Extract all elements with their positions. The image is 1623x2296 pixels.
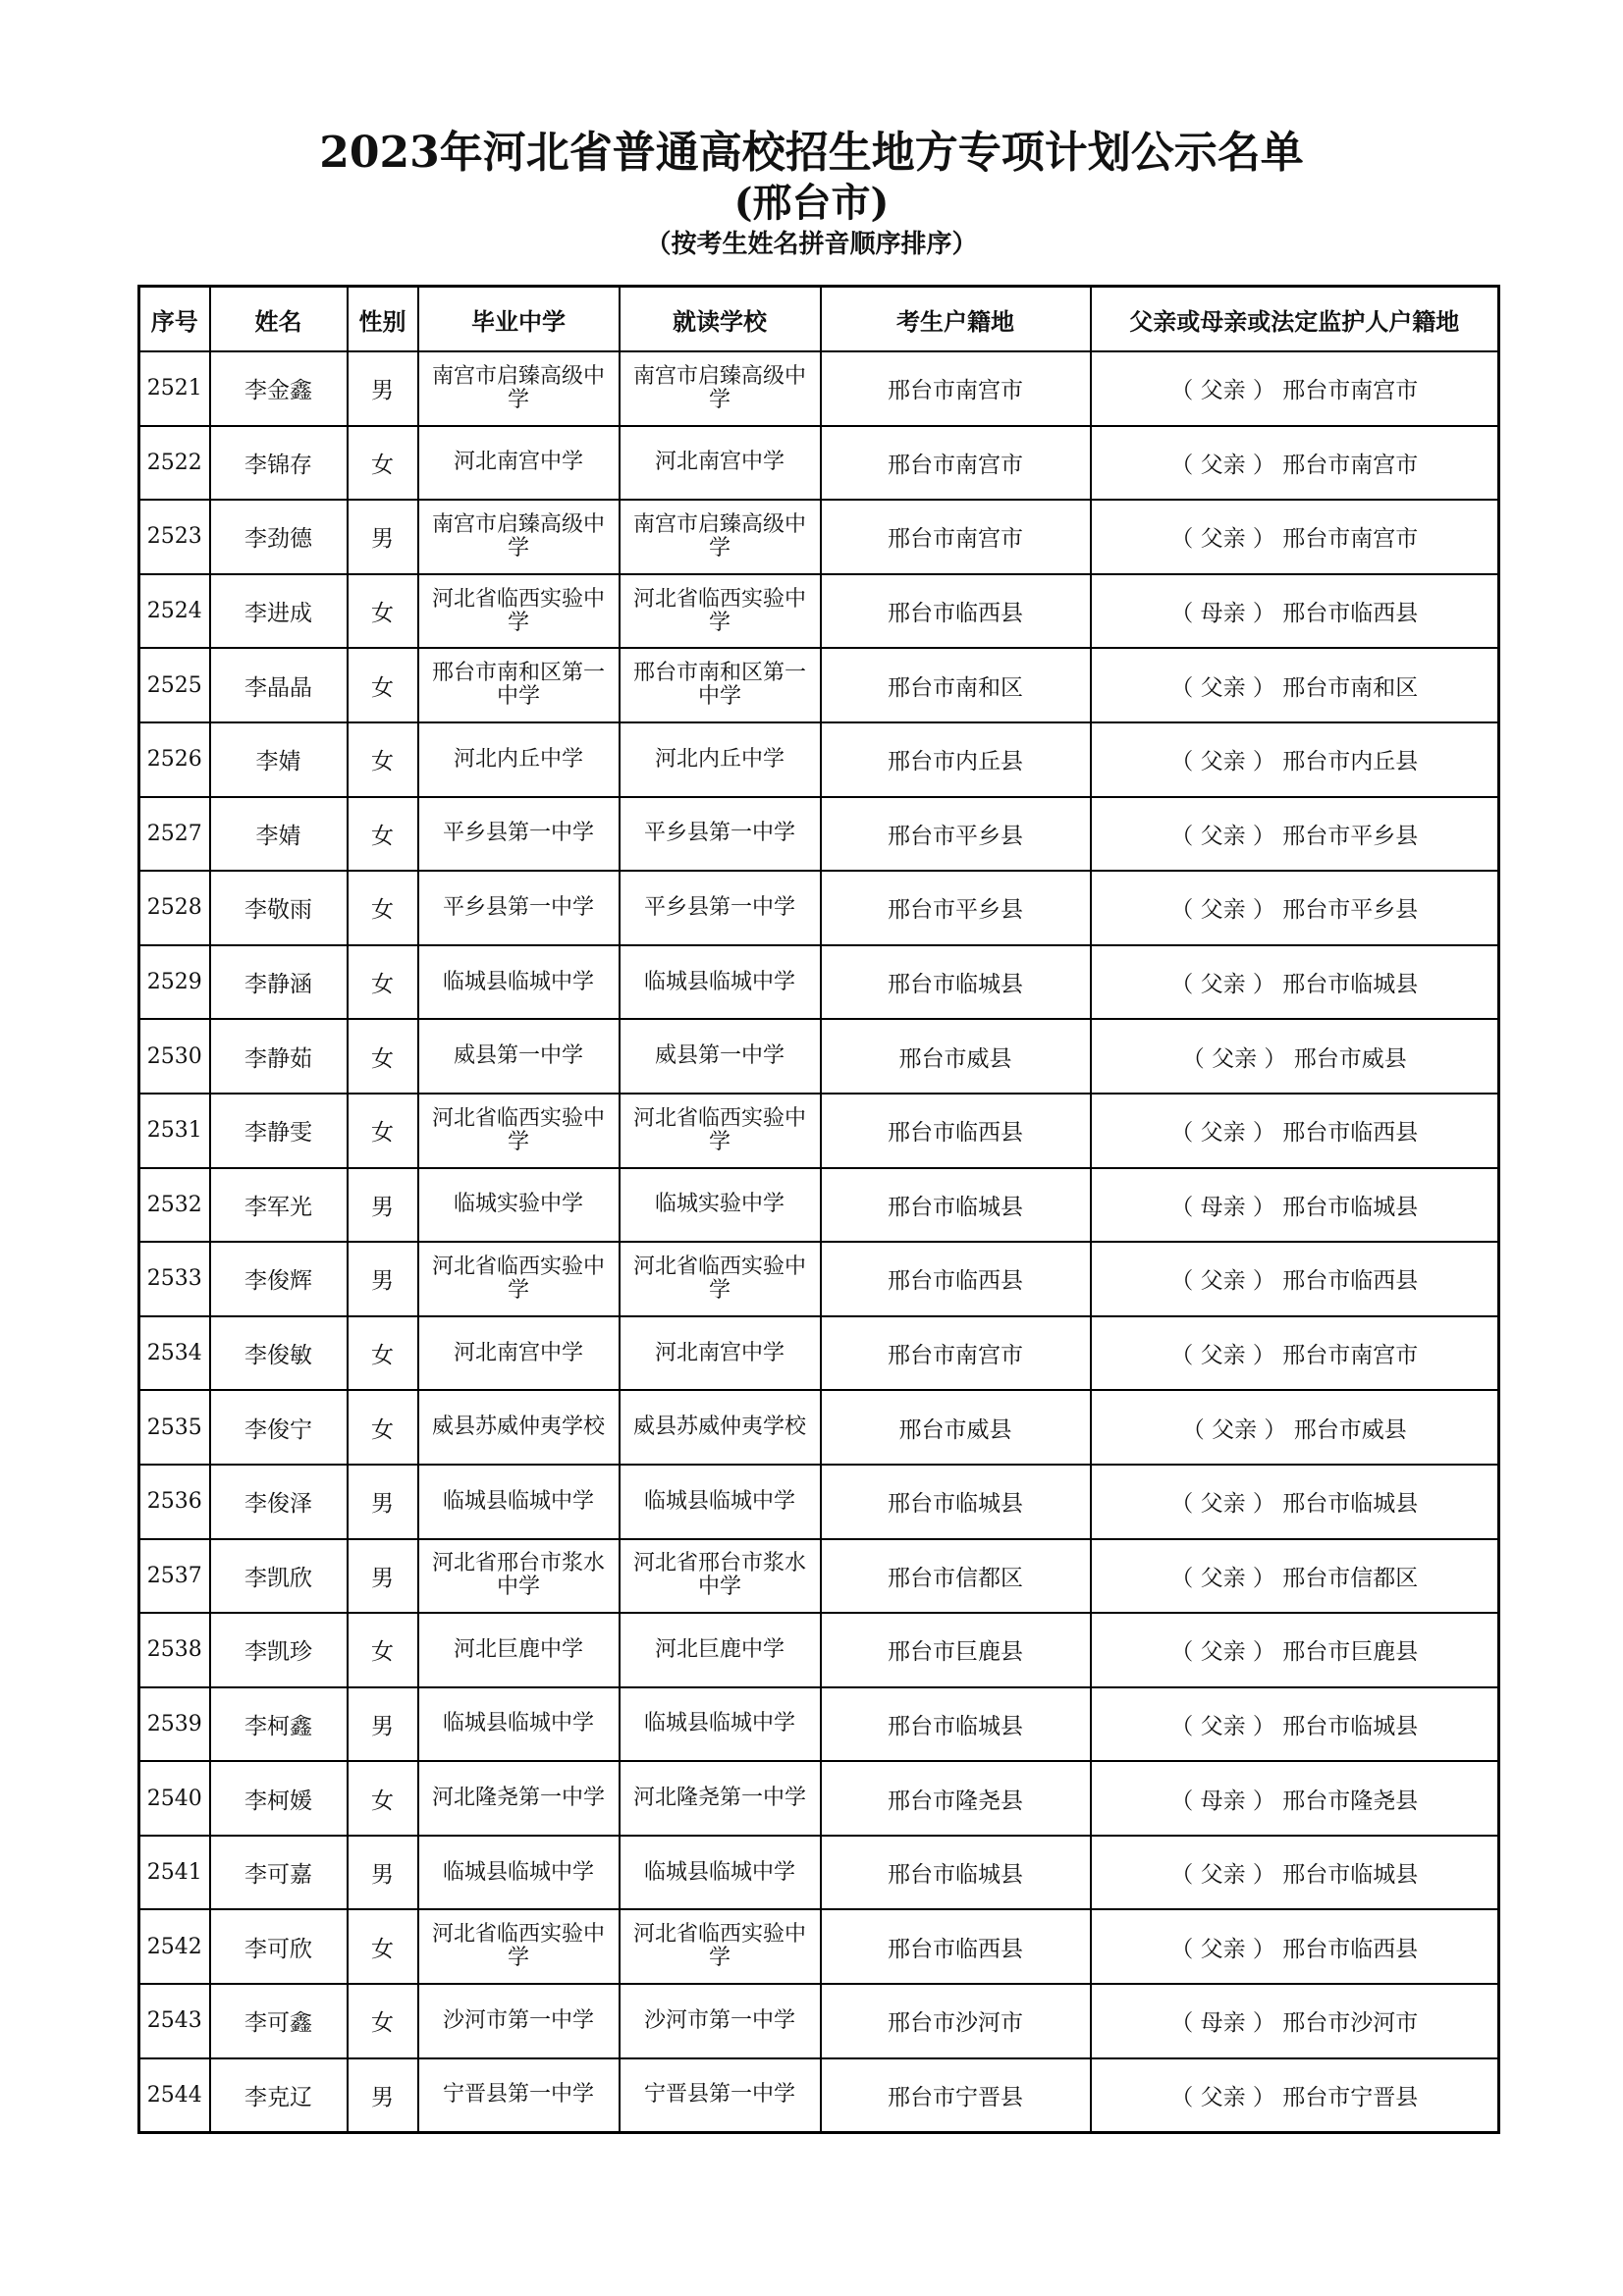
cell-current-school: 临城县临城中学 — [620, 1687, 821, 1762]
cell-gender: 男 — [348, 351, 418, 426]
cell-grad-school: 平乡县第一中学 — [418, 797, 620, 872]
cell-current-school: 临城实验中学 — [620, 1168, 821, 1243]
cell-current-school: 威县苏威仲夷学校 — [620, 1390, 821, 1465]
cell-current-school: 河北省邢台市浆水中学 — [620, 1539, 821, 1614]
cell-name: 李婧 — [210, 797, 348, 872]
cell-current-school: 河北省临西实验中学 — [620, 1094, 821, 1168]
cell-guardian-hukou: （ 父亲 ） 邢台市南宫市 — [1091, 426, 1499, 501]
cell-hukou: 邢台市南宫市 — [821, 1316, 1091, 1391]
cell-name: 李可嘉 — [210, 1836, 348, 1910]
cell-seq: 2532 — [139, 1168, 210, 1243]
cell-current-school: 河北巨鹿中学 — [620, 1613, 821, 1687]
table-row — [139, 1094, 1499, 1168]
cell-grad-school: 沙河市第一中学 — [418, 1984, 620, 2058]
cell-guardian-hukou: （ 父亲 ） 邢台市南宫市 — [1091, 351, 1499, 426]
cell-name: 李婧 — [210, 722, 348, 797]
cell-gender: 男 — [348, 1465, 418, 1539]
cell-gender: 女 — [348, 648, 418, 722]
table-row — [139, 722, 1499, 797]
table-row — [139, 1539, 1499, 1614]
cell-grad-school: 河北省邢台市浆水中学 — [418, 1539, 620, 1614]
cell-current-school: 临城县临城中学 — [620, 1465, 821, 1539]
page-title: 2023年河北省普通高校招生地方专项计划公示名单 — [319, 128, 1304, 178]
cell-gender: 男 — [348, 1242, 418, 1316]
cell-current-school: 河北南宫中学 — [620, 1316, 821, 1391]
cell-guardian-hukou: （ 父亲 ） 邢台市南和区 — [1091, 648, 1499, 722]
cell-name: 李俊宁 — [210, 1390, 348, 1465]
cell-guardian-hukou: （ 父亲 ） 邢台市临城县 — [1091, 1687, 1499, 1762]
cell-name: 李静涵 — [210, 945, 348, 1020]
cell-name: 李可欣 — [210, 1909, 348, 1984]
cell-gender: 女 — [348, 1019, 418, 1094]
cell-grad-school: 南宫市启臻高级中学 — [418, 500, 620, 574]
column-header-gender: 性别 — [348, 287, 418, 352]
cell-hukou: 邢台市临西县 — [821, 1909, 1091, 1984]
cell-current-school: 河北省临西实验中学 — [620, 574, 821, 649]
cell-grad-school: 河北巨鹿中学 — [418, 1613, 620, 1687]
cell-seq: 2526 — [139, 722, 210, 797]
cell-hukou: 邢台市南宫市 — [821, 426, 1091, 501]
cell-name: 李俊辉 — [210, 1242, 348, 1316]
cell-hukou: 邢台市临西县 — [821, 574, 1091, 649]
cell-seq: 2521 — [139, 351, 210, 426]
cell-current-school: 河北省临西实验中学 — [620, 1909, 821, 1984]
table-row — [139, 1168, 1499, 1243]
cell-guardian-hukou: （ 父亲 ） 邢台市威县 — [1091, 1019, 1499, 1094]
table-row — [139, 351, 1499, 426]
cell-guardian-hukou: （ 母亲 ） 邢台市临西县 — [1091, 574, 1499, 649]
cell-guardian-hukou: （ 父亲 ） 邢台市平乡县 — [1091, 871, 1499, 945]
cell-gender: 女 — [348, 1316, 418, 1391]
cell-name: 李静雯 — [210, 1094, 348, 1168]
table-row — [139, 1761, 1499, 1836]
table-row — [139, 1613, 1499, 1687]
cell-name: 李俊泽 — [210, 1465, 348, 1539]
cell-seq: 2534 — [139, 1316, 210, 1391]
cell-name: 李军光 — [210, 1168, 348, 1243]
cell-name: 李进成 — [210, 574, 348, 649]
cell-guardian-hukou: （ 父亲 ） 邢台市临西县 — [1091, 1909, 1499, 1984]
cell-gender: 女 — [348, 945, 418, 1020]
cell-grad-school: 临城县临城中学 — [418, 945, 620, 1020]
cell-gender: 男 — [348, 500, 418, 574]
cell-hukou: 邢台市南和区 — [821, 648, 1091, 722]
cell-seq: 2541 — [139, 1836, 210, 1910]
cell-seq: 2529 — [139, 945, 210, 1020]
cell-hukou: 邢台市临城县 — [821, 1465, 1091, 1539]
table-row — [139, 500, 1499, 574]
cell-grad-school: 临城县临城中学 — [418, 1687, 620, 1762]
column-header-current-school: 就读学校 — [620, 287, 821, 352]
cell-grad-school: 河北南宫中学 — [418, 426, 620, 501]
cell-grad-school: 河北内丘中学 — [418, 722, 620, 797]
cell-seq: 2525 — [139, 648, 210, 722]
cell-grad-school: 邢台市南和区第一中学 — [418, 648, 620, 722]
table-row — [139, 871, 1499, 945]
cell-gender: 女 — [348, 722, 418, 797]
roster-table — [137, 285, 1500, 2134]
cell-seq: 2524 — [139, 574, 210, 649]
cell-hukou: 邢台市隆尧县 — [821, 1761, 1091, 1836]
cell-seq: 2540 — [139, 1761, 210, 1836]
cell-name: 李静茹 — [210, 1019, 348, 1094]
cell-guardian-hukou: （ 父亲 ） 邢台市临城县 — [1091, 945, 1499, 1020]
cell-gender: 男 — [348, 1168, 418, 1243]
cell-current-school: 河北省临西实验中学 — [620, 1242, 821, 1316]
table-row — [139, 2058, 1499, 2133]
cell-name: 李柯媛 — [210, 1761, 348, 1836]
column-header-seq: 序号 — [139, 287, 210, 352]
cell-gender: 女 — [348, 1613, 418, 1687]
cell-seq: 2537 — [139, 1539, 210, 1614]
cell-guardian-hukou: （ 父亲 ） 邢台市平乡县 — [1091, 797, 1499, 872]
table-row — [139, 1465, 1499, 1539]
cell-grad-school: 临城县临城中学 — [418, 1836, 620, 1910]
cell-current-school: 沙河市第一中学 — [620, 1984, 821, 2058]
cell-name: 李凯欣 — [210, 1539, 348, 1614]
cell-guardian-hukou: （ 父亲 ） 邢台市巨鹿县 — [1091, 1613, 1499, 1687]
cell-guardian-hukou: （ 父亲 ） 邢台市临城县 — [1091, 1465, 1499, 1539]
table-row — [139, 648, 1499, 722]
cell-guardian-hukou: （ 父亲 ） 邢台市临城县 — [1091, 1836, 1499, 1910]
cell-hukou: 邢台市平乡县 — [821, 797, 1091, 872]
cell-hukou: 邢台市临城县 — [821, 1687, 1091, 1762]
cell-hukou: 邢台市平乡县 — [821, 871, 1091, 945]
cell-seq: 2523 — [139, 500, 210, 574]
column-header-name: 姓名 — [210, 287, 348, 352]
cell-seq: 2543 — [139, 1984, 210, 2058]
cell-hukou: 邢台市临城县 — [821, 945, 1091, 1020]
table-row — [139, 1242, 1499, 1316]
cell-hukou: 邢台市临西县 — [821, 1094, 1091, 1168]
cell-grad-school: 河北省临西实验中学 — [418, 1242, 620, 1316]
table-row — [139, 1019, 1499, 1094]
cell-grad-school: 河北省临西实验中学 — [418, 574, 620, 649]
cell-hukou: 邢台市信都区 — [821, 1539, 1091, 1614]
cell-seq: 2542 — [139, 1909, 210, 1984]
cell-seq: 2536 — [139, 1465, 210, 1539]
cell-guardian-hukou: （ 母亲 ） 邢台市沙河市 — [1091, 1984, 1499, 2058]
cell-guardian-hukou: （ 母亲 ） 邢台市临城县 — [1091, 1168, 1499, 1243]
cell-current-school: 平乡县第一中学 — [620, 871, 821, 945]
cell-guardian-hukou: （ 母亲 ） 邢台市隆尧县 — [1091, 1761, 1499, 1836]
cell-grad-school: 南宫市启臻高级中学 — [418, 351, 620, 426]
cell-gender: 女 — [348, 1390, 418, 1465]
cell-hukou: 邢台市临西县 — [821, 1242, 1091, 1316]
cell-guardian-hukou: （ 父亲 ） 邢台市信都区 — [1091, 1539, 1499, 1614]
table-row — [139, 1687, 1499, 1762]
cell-seq: 2544 — [139, 2058, 210, 2133]
table-row — [139, 945, 1499, 1020]
cell-current-school: 平乡县第一中学 — [620, 797, 821, 872]
cell-gender: 女 — [348, 797, 418, 872]
cell-gender: 男 — [348, 1836, 418, 1910]
cell-gender: 女 — [348, 1984, 418, 2058]
table-header-row — [139, 287, 1499, 352]
cell-hukou: 邢台市内丘县 — [821, 722, 1091, 797]
cell-name: 李凯珍 — [210, 1613, 348, 1687]
cell-hukou: 邢台市威县 — [821, 1019, 1091, 1094]
cell-guardian-hukou: （ 父亲 ） 邢台市威县 — [1091, 1390, 1499, 1465]
cell-hukou: 邢台市临城县 — [821, 1836, 1091, 1910]
cell-current-school: 临城县临城中学 — [620, 1836, 821, 1910]
cell-hukou: 邢台市巨鹿县 — [821, 1613, 1091, 1687]
cell-grad-school: 河北隆尧第一中学 — [418, 1761, 620, 1836]
cell-guardian-hukou: （ 父亲 ） 邢台市临西县 — [1091, 1242, 1499, 1316]
cell-hukou: 邢台市宁晋县 — [821, 2058, 1091, 2133]
cell-grad-school: 临城县临城中学 — [418, 1465, 620, 1539]
cell-current-school: 河北内丘中学 — [620, 722, 821, 797]
cell-current-school: 宁晋县第一中学 — [620, 2058, 821, 2133]
cell-name: 李可鑫 — [210, 1984, 348, 2058]
cell-gender: 女 — [348, 1094, 418, 1168]
table-row — [139, 1909, 1499, 1984]
cell-seq: 2522 — [139, 426, 210, 501]
cell-name: 李金鑫 — [210, 351, 348, 426]
cell-seq: 2535 — [139, 1390, 210, 1465]
cell-gender: 男 — [348, 2058, 418, 2133]
cell-seq: 2538 — [139, 1613, 210, 1687]
cell-seq: 2531 — [139, 1094, 210, 1168]
cell-gender: 女 — [348, 1761, 418, 1836]
cell-grad-school: 河北南宫中学 — [418, 1316, 620, 1391]
cell-hukou: 邢台市南宫市 — [821, 351, 1091, 426]
table-row — [139, 1316, 1499, 1391]
cell-seq: 2527 — [139, 797, 210, 872]
column-header-grad-school: 毕业中学 — [418, 287, 620, 352]
cell-seq: 2530 — [139, 1019, 210, 1094]
cell-grad-school: 威县第一中学 — [418, 1019, 620, 1094]
cell-gender: 女 — [348, 426, 418, 501]
cell-gender: 女 — [348, 1909, 418, 1984]
table-body — [139, 351, 1499, 2133]
cell-gender: 男 — [348, 1687, 418, 1762]
cell-current-school: 威县第一中学 — [620, 1019, 821, 1094]
cell-name: 李晶晶 — [210, 648, 348, 722]
cell-name: 李锦存 — [210, 426, 348, 501]
cell-grad-school: 河北省临西实验中学 — [418, 1094, 620, 1168]
cell-grad-school: 平乡县第一中学 — [418, 871, 620, 945]
table-row — [139, 1390, 1499, 1465]
page-subtitle-city: (邢台市) — [733, 180, 890, 226]
cell-name: 李俊敏 — [210, 1316, 348, 1391]
cell-grad-school: 临城实验中学 — [418, 1168, 620, 1243]
table-row — [139, 797, 1499, 872]
cell-guardian-hukou: （ 父亲 ） 邢台市内丘县 — [1091, 722, 1499, 797]
cell-guardian-hukou: （ 父亲 ） 邢台市宁晋县 — [1091, 2058, 1499, 2133]
cell-seq: 2539 — [139, 1687, 210, 1762]
cell-hukou: 邢台市临城县 — [821, 1168, 1091, 1243]
cell-hukou: 邢台市威县 — [821, 1390, 1091, 1465]
cell-hukou: 邢台市沙河市 — [821, 1984, 1091, 2058]
cell-grad-school: 威县苏威仲夷学校 — [418, 1390, 620, 1465]
cell-seq: 2528 — [139, 871, 210, 945]
cell-name: 李克辽 — [210, 2058, 348, 2133]
cell-current-school: 河北隆尧第一中学 — [620, 1761, 821, 1836]
cell-current-school: 河北南宫中学 — [620, 426, 821, 501]
cell-grad-school: 河北省临西实验中学 — [418, 1909, 620, 1984]
column-header-hukou: 考生户籍地 — [821, 287, 1091, 352]
cell-name: 李敬雨 — [210, 871, 348, 945]
cell-guardian-hukou: （ 父亲 ） 邢台市南宫市 — [1091, 1316, 1499, 1391]
cell-grad-school: 宁晋县第一中学 — [418, 2058, 620, 2133]
cell-name: 李劲德 — [210, 500, 348, 574]
table-row — [139, 574, 1499, 649]
table-row — [139, 426, 1499, 501]
column-header-guardian-hukou: 父亲或母亲或法定监护人户籍地 — [1091, 287, 1499, 352]
cell-hukou: 邢台市南宫市 — [821, 500, 1091, 574]
table-row — [139, 1836, 1499, 1910]
cell-current-school: 临城县临城中学 — [620, 945, 821, 1020]
cell-gender: 男 — [348, 1539, 418, 1614]
cell-current-school: 南宫市启臻高级中学 — [620, 351, 821, 426]
cell-gender: 女 — [348, 871, 418, 945]
cell-name: 李柯鑫 — [210, 1687, 348, 1762]
cell-gender: 女 — [348, 574, 418, 649]
table-row — [139, 1984, 1499, 2058]
cell-current-school: 邢台市南和区第一中学 — [620, 648, 821, 722]
sort-note: （按考生姓名拼音顺序排序） — [645, 230, 978, 259]
cell-guardian-hukou: （ 父亲 ） 邢台市南宫市 — [1091, 500, 1499, 574]
cell-guardian-hukou: （ 父亲 ） 邢台市临西县 — [1091, 1094, 1499, 1168]
cell-current-school: 南宫市启臻高级中学 — [620, 500, 821, 574]
cell-seq: 2533 — [139, 1242, 210, 1316]
